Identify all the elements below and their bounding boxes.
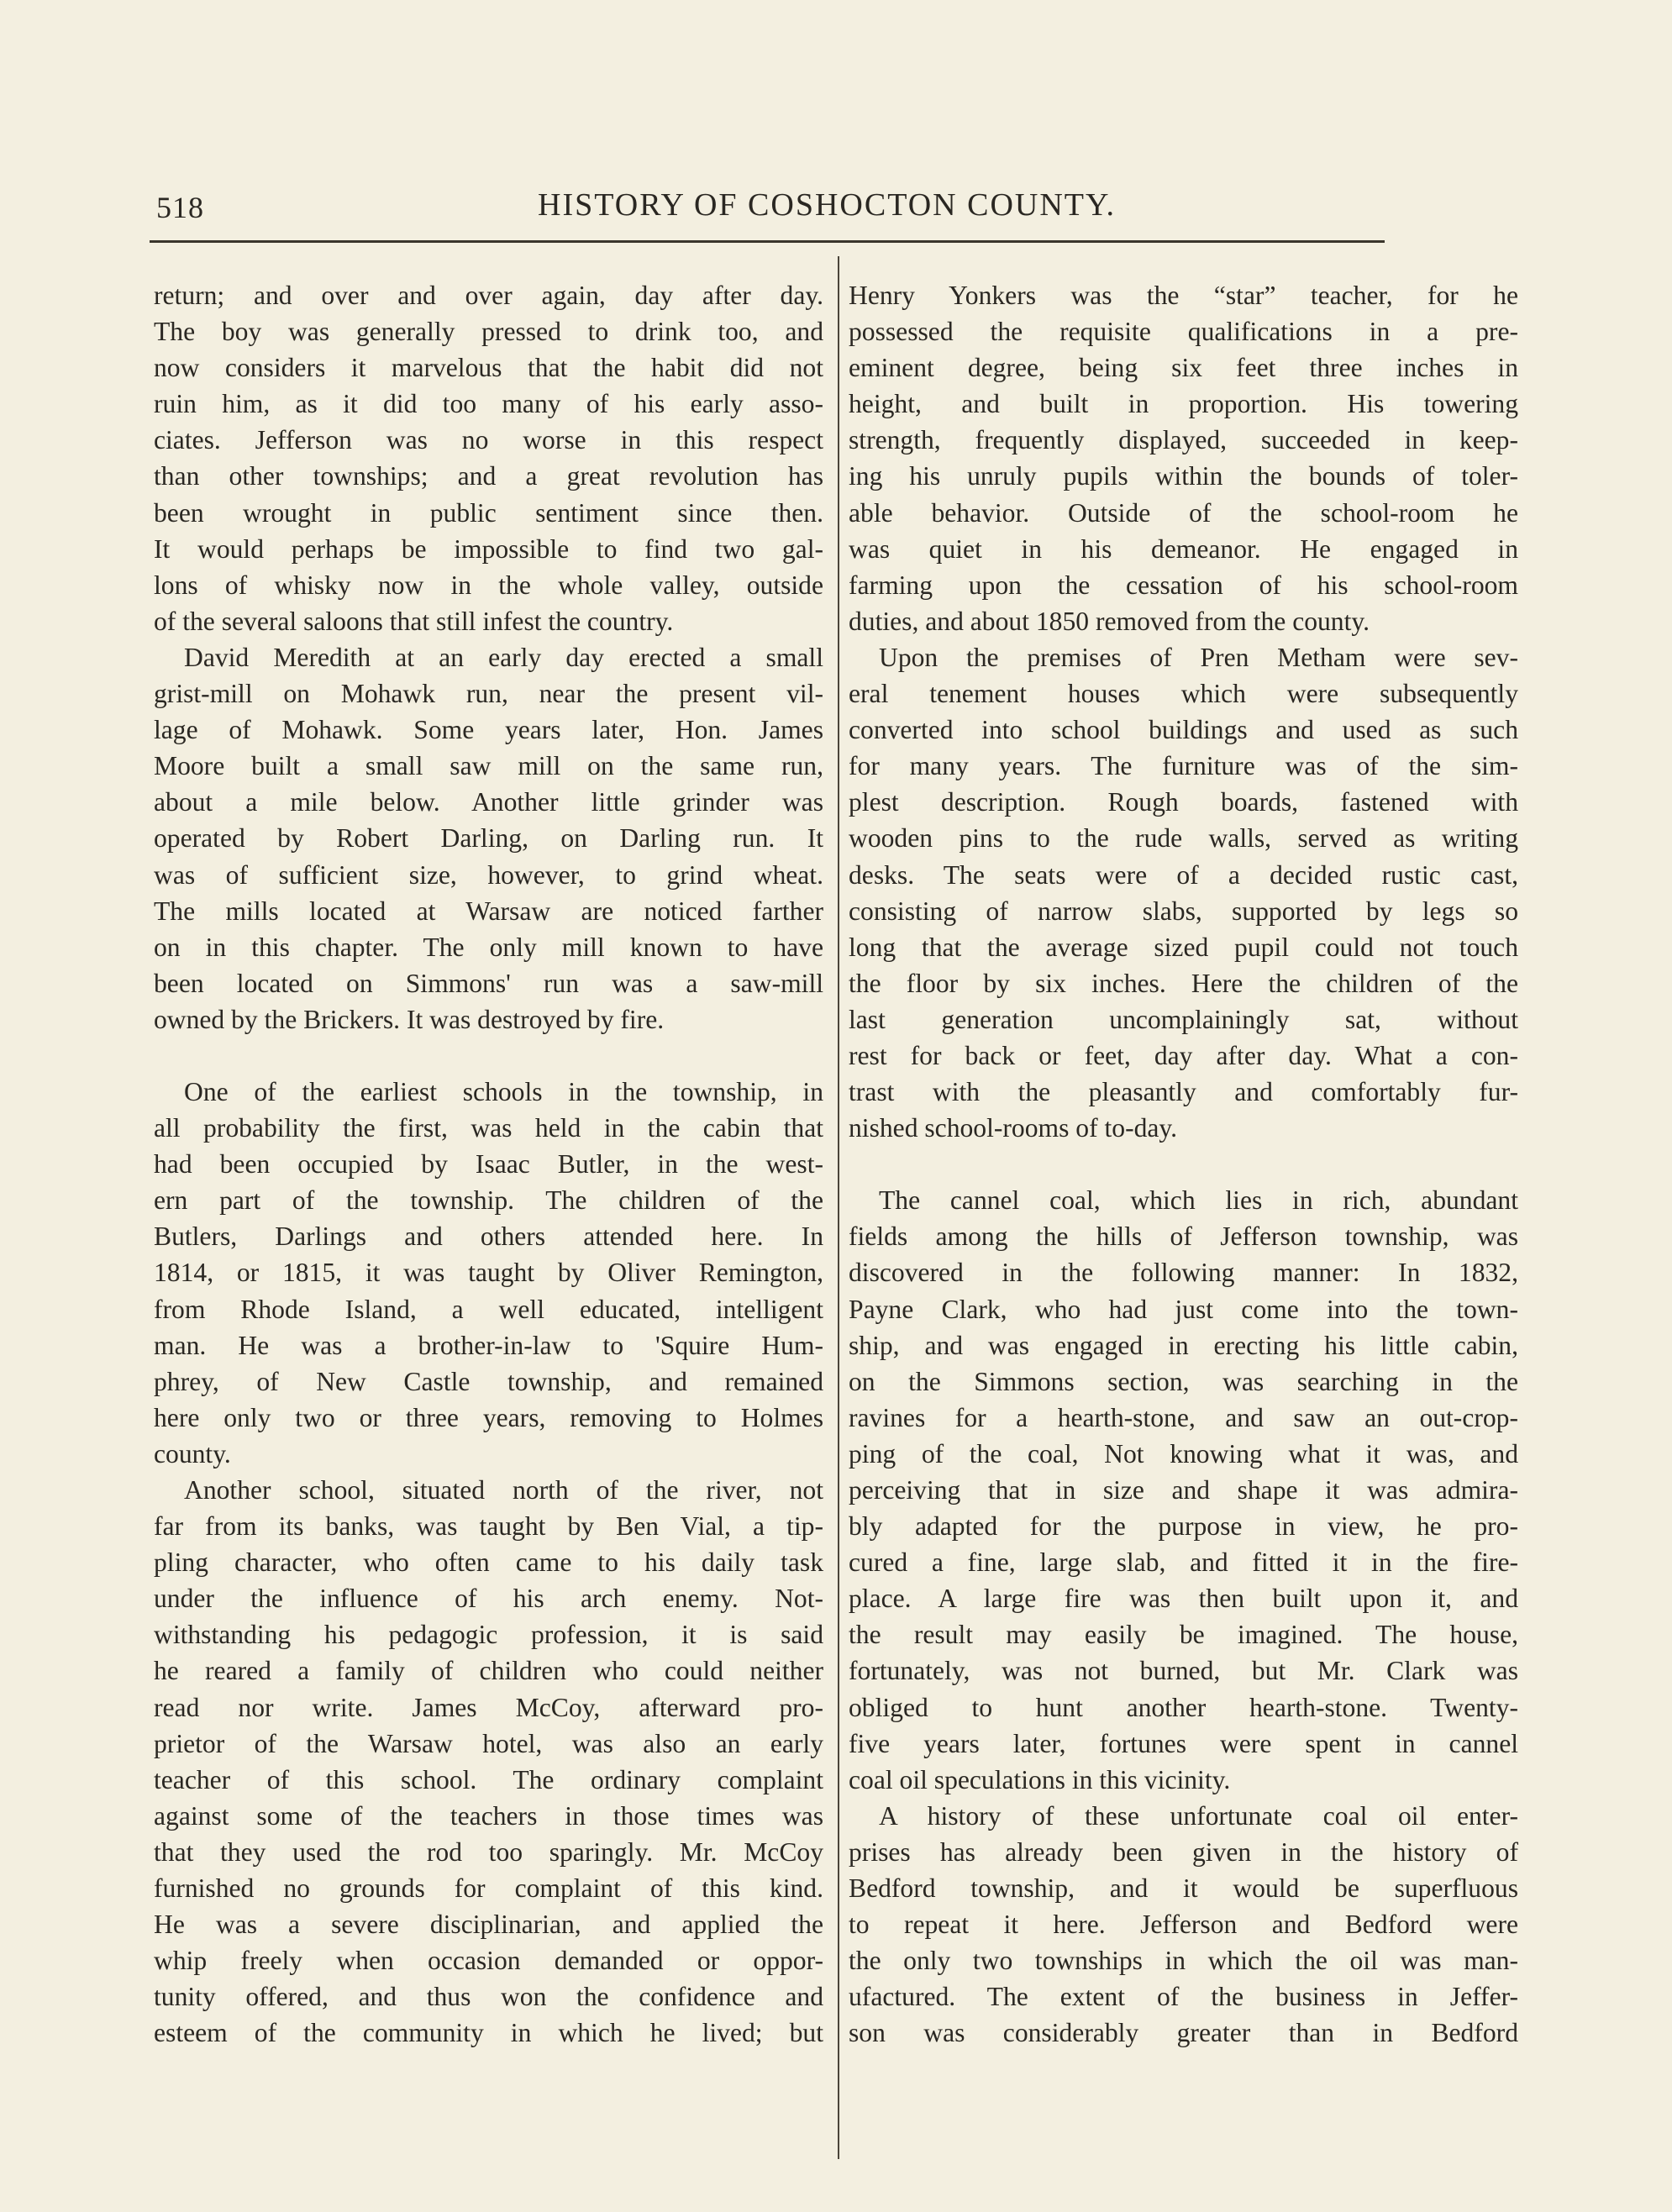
text-line: operated by Robert Darling, on Darling run. It — [154, 823, 823, 854]
text-line: tunity offered, and thus won the confidence and — [154, 1982, 823, 2012]
text-line: long that the average sized pupil could not touch — [849, 932, 1518, 962]
text-line: lons of whisky now in the whole valley, outside — [154, 570, 823, 600]
text-line: was quiet in his demeanor. He engaged in — [849, 533, 1518, 564]
text-line: The mills located at Warsaw are noticed farther — [154, 896, 823, 926]
text-line: withstanding his pedagogic profession, it is said — [154, 1620, 823, 1650]
text-line: the only two townships in which the oil was man- — [849, 1946, 1518, 1976]
text-line: duties, and about 1850 removed from the county. — [849, 606, 1370, 636]
text-line: the result may easily be imagined. The house, — [849, 1620, 1518, 1650]
text-line: here only two or three years, removing to Holmes — [154, 1402, 823, 1432]
text-line: now considers it marvelous that the habit did not — [154, 353, 823, 383]
text-line: on in this chapter. The only mill known to have — [154, 932, 823, 962]
section-break — [849, 1146, 1518, 1182]
text-line: perceiving that in size and shape it was admira- — [849, 1475, 1518, 1505]
text-line: ufactured. The extent of the business in Jeffer- — [849, 1982, 1518, 2012]
section-break — [154, 1038, 823, 1074]
text-line: ern part of the township. The children of the — [154, 1185, 823, 1216]
text-line: lage of Mohawk. Some years later, Hon. James — [154, 715, 823, 745]
text-line: was of sufficient size, however, to grind wheat. — [154, 859, 823, 890]
text-line: coal oil speculations in this vicinity. — [849, 1764, 1231, 1794]
text-line: converted into school buildings and used as such — [849, 715, 1518, 745]
text-line: rest for back or feet, day after day. What a con- — [849, 1040, 1518, 1070]
column-divider — [838, 256, 839, 2159]
text-line: been located on Simmons' run was a saw-mill — [154, 968, 823, 998]
text-line: He was a severe disciplinarian, and applied the — [154, 1910, 823, 1940]
text-line: The boy was generally pressed to drink too, and — [154, 317, 823, 347]
text-line: Henry Yonkers was the “star” teacher, for he — [849, 281, 1518, 310]
text-line: 1814, or 1815, it was taught by Oliver Remington, — [154, 1258, 823, 1288]
text-line: that they used the rod too sparingly. Mr. McCoy — [154, 1836, 823, 1867]
text-line: obliged to hunt another hearth-stone. Twenty- — [849, 1692, 1518, 1722]
text-line: The cannel coal, which lies in rich, abundant — [879, 1185, 1518, 1216]
text-line: phrey, of New Castle township, and remained — [154, 1366, 823, 1396]
text-line: ing his unruly pupils within the bounds of toler- — [849, 461, 1518, 491]
text-line: far from its banks, was taught by Ben Vial, a tip- — [154, 1511, 823, 1542]
text-line: had been occupied by Isaac Butler, in the west- — [154, 1149, 823, 1180]
text-line: discovered in the following manner: In 1832, — [849, 1258, 1518, 1288]
text-line: farming upon the cessation of his school-room — [849, 570, 1518, 600]
text-line: under the influence of his arch enemy. Not- — [154, 1584, 823, 1614]
running-head: HISTORY OF COSHOCTON COUNTY. — [538, 187, 1117, 223]
text-line: nished school-rooms of to-day. — [849, 1113, 1178, 1143]
text-line: height, and built in proportion. His towering — [849, 389, 1518, 419]
text-line: he reared a family of children who could neither — [154, 1656, 823, 1686]
text-line: ruin him, as it did too many of his early asso- — [154, 389, 823, 419]
text-line: ravines for a hearth-stone, and saw an out-crop- — [849, 1402, 1518, 1432]
text-line: eral tenement houses which were subsequently — [849, 679, 1518, 709]
text-line: pling character, who often came to his daily task — [154, 1547, 823, 1578]
text-line: desks. The seats were of a decided rustic cast, — [849, 859, 1518, 890]
text-line: One of the earliest schools in the township, in — [184, 1076, 823, 1106]
text-line: able behavior. Outside of the school-room he — [849, 497, 1518, 528]
text-line: all probability the first, was held in the cabin that — [154, 1113, 823, 1143]
text-line: county. — [154, 1438, 231, 1469]
text-line: strength, frequently displayed, succeeded in keep- — [849, 425, 1518, 455]
text-line: fields among the hills of Jefferson township, was — [849, 1222, 1518, 1252]
text-line: return; and over and over again, day after day. — [154, 281, 823, 310]
right-column — [849, 277, 1518, 2052]
text-line: A history of these unfortunate coal oil enter- — [879, 1800, 1518, 1831]
text-line: ship, and was engaged in erecting his little cabin, — [849, 1330, 1518, 1360]
text-line: owned by the Brickers. It was destroyed by fire. — [154, 1004, 665, 1034]
text-line: against some of the teachers in those times was — [154, 1800, 823, 1831]
text-line: from Rhode Island, a well educated, intelligent — [154, 1294, 823, 1324]
text-line: five years later, fortunes were spent in cannel — [849, 1728, 1518, 1758]
text-line: wooden pins to the rude walls, served as writing — [849, 823, 1518, 854]
text-line: read nor write. James McCoy, afterward pro- — [154, 1692, 823, 1722]
text-line: on the Simmons section, was searching in the — [849, 1366, 1518, 1396]
text-line: esteem of the community in which he lived; but — [154, 2018, 823, 2048]
text-line: Moore built a small saw mill on the same run, — [154, 751, 823, 781]
text-line: Butlers, Darlings and others attended here. In — [154, 1222, 823, 1252]
header-rule — [150, 240, 1385, 243]
text-line: prietor of the Warsaw hotel, was also an early — [154, 1728, 823, 1758]
text-line: Payne Clark, who had just come into the town- — [849, 1294, 1518, 1324]
text-line: furnished no grounds for complaint of this kind. — [154, 1873, 823, 1904]
text-line: for many years. The furniture was of the sim- — [849, 751, 1518, 781]
text-line: eminent degree, being six feet three inches in — [849, 353, 1518, 383]
text-line: man. He was a brother-in-law to 'Squire Hum- — [154, 1330, 823, 1360]
text-line: than other townships; and a great revolution has — [154, 461, 823, 491]
text-line: ciates. Jefferson was no worse in this respect — [154, 425, 823, 455]
text-line: grist-mill on Mohawk run, near the present vil- — [154, 679, 823, 709]
text-line: cured a fine, large slab, and fitted it in the fire- — [849, 1547, 1518, 1578]
text-line: of the several saloons that still infest the country. — [154, 606, 674, 636]
text-line: whip freely when occasion demanded or oppor- — [154, 1946, 823, 1976]
text-line: been wrought in public sentiment since then. — [154, 497, 823, 528]
text-line: possessed the requisite qualifications in a pre- — [849, 317, 1518, 347]
page-number: 518 — [156, 191, 204, 224]
text-line: last generation uncomplainingly sat, without — [849, 1004, 1518, 1034]
text-line: teacher of this school. The ordinary complaint — [154, 1764, 823, 1794]
text-line: prises has already been given in the history of — [849, 1836, 1518, 1867]
text-line: plest description. Rough boards, fastened with — [849, 787, 1518, 817]
text-line: It would perhaps be impossible to find two gal- — [154, 533, 823, 564]
text-line: Upon the premises of Pren Metham were sev- — [879, 642, 1518, 672]
text-line: place. A large fire was then built upon it, and — [849, 1584, 1518, 1614]
text-line: about a mile below. Another little grinder was — [154, 787, 823, 817]
left-column — [154, 277, 823, 2052]
text-line: consisting of narrow slabs, supported by legs so — [849, 896, 1518, 926]
text-line: fortunately, was not burned, but Mr. Clark was — [849, 1656, 1518, 1686]
text-line: bly adapted for the purpose in view, he pro- — [849, 1511, 1518, 1542]
text-line: son was considerably greater than in Bedford — [849, 2018, 1518, 2048]
text-line: Bedford township, and it would be superfluous — [849, 1873, 1518, 1904]
text-line: to repeat it here. Jefferson and Bedford were — [849, 1910, 1518, 1940]
text-line: the floor by six inches. Here the children of the — [849, 968, 1518, 998]
text-line: David Meredith at an early day erected a small — [184, 642, 823, 672]
text-line: ping of the coal, Not knowing what it was, and — [849, 1438, 1518, 1469]
text-line: Another school, situated north of the river, not — [184, 1475, 823, 1505]
text-line: trast with the pleasantly and comfortably fur- — [849, 1077, 1518, 1107]
